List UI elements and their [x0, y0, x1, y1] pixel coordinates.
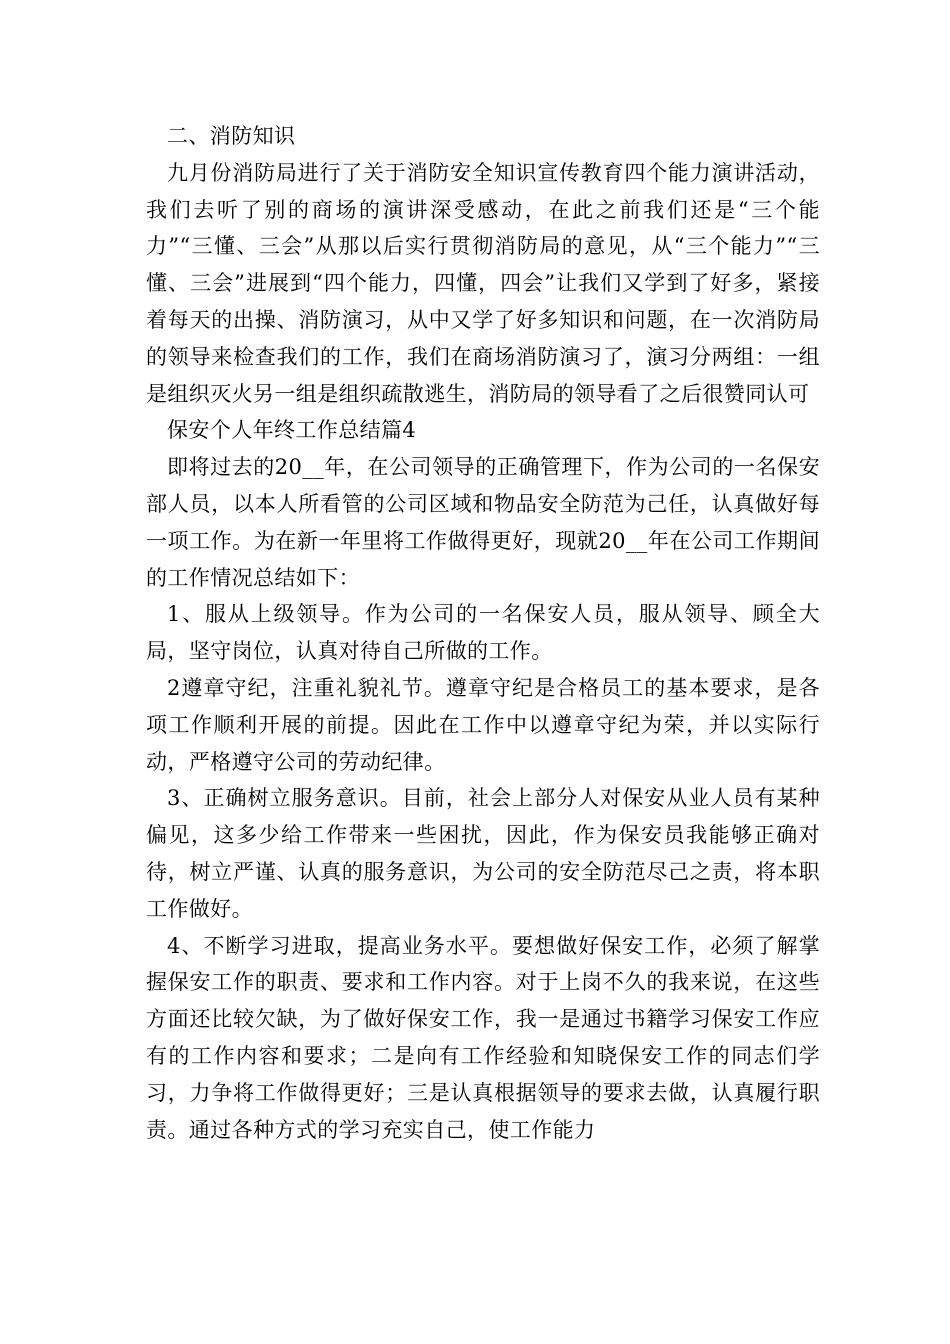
article-title: 保安个人年终工作总结篇4	[167, 418, 417, 443]
section-heading: 二、消防知识	[167, 124, 296, 148]
point-4-paragraph: 4、不断学习进取，提高业务水平。要想做好保安工作，必须了解掌握保安工作的职责、要求和工作内容。对于上岗不久的我来说，在这些方面还比较欠缺，为了做好保安工作，我一是通过书籍学习保安工作应有的工作内容和要求；二是向有工作经验和知晓保安工作的同志们学习，力争将工作做得更好；三是认真根据领导的要求去做，认真履行职责。通过各种方式的学习充实自己，使工作能力	[146, 933, 820, 1142]
intro-paragraph: 即将过去的20__年，在公司领导的正确管理下，作为公司的一名保安部人员，以本人所看管的公司区域和物品安全防范为己任，认真做好每一项工作。为在新一年里将工作做得更好，现就20__年在公司工作期间的工作情况总结如下：	[146, 455, 820, 590]
document-body	[146, 118, 820, 1148]
section-paragraph: 九月份消防局进行了关于消防安全知识宣传教育四个能力演讲活动，我们去听了别的商场的演讲深受感动，在此之前我们还是“三个能力”“三懂、三会”从那以后实行贯彻消防局的意见，从“三个能力”“三懂、三会”进展到“四个能力，四懂，四会”让我们又学到了好多，紧接着每天的出操、消防演习，从中又学了好多知识和问题，在一次消防局的领导来检查我们的工作，我们在商场消防演习了，演习分两组：一组是组织灭火另一组是组织疏散逃生，消防局的领导看了之后很赞同认可	[146, 160, 820, 406]
point-2-paragraph: 2遵章守纪，注重礼貌礼节。遵章守纪是合格员工的基本要求，是各项工作顺利开展的前提。因此在工作中以遵章守纪为荣，并以实际行动，严格遵守公司的劳动纪律。	[146, 675, 820, 774]
point-1-paragraph: 1、服从上级领导。作为公司的一名保安人员，服从领导、顾全大局，坚守岗位，认真对待自己所做的工作。	[146, 602, 820, 664]
point-3-paragraph: 3、正确树立服务意识。目前，社会上部分人对保安从业人员有某种偏见，这多少给工作带来一些困扰，因此，作为保安员我能够正确对待，树立严谨、认真的服务意识，为公司的安全防范尽己之责，将本职工作做好。	[146, 786, 820, 921]
